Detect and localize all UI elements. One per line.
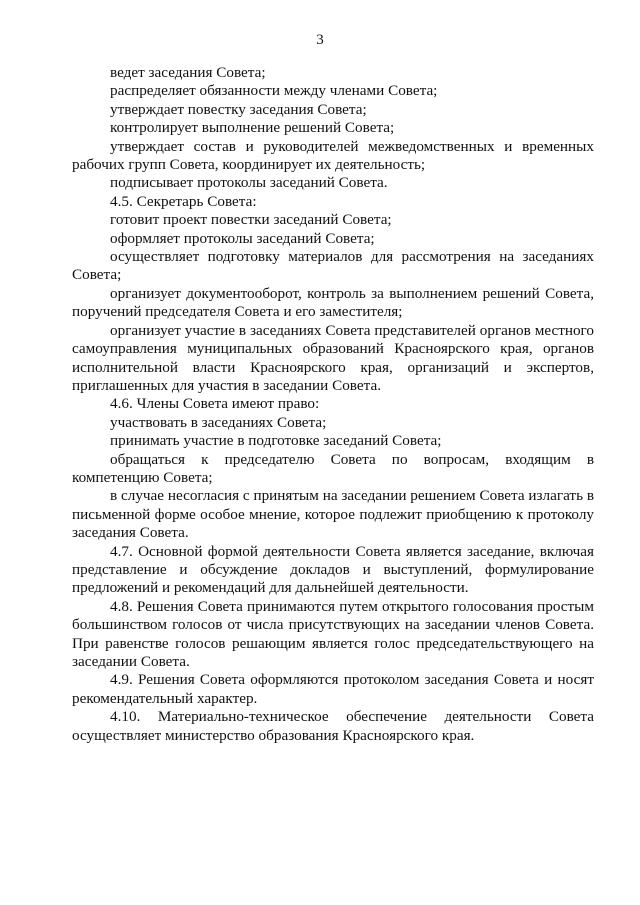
paragraph-10: осуществляет подготовку материалов для рассмотрения на заседаниях Совета; — [72, 248, 594, 284]
paragraph-1: ведет заседания Совета; — [110, 64, 266, 81]
section-4-8: 4.8. Решения Совета принимаются путем открытого голосования простым большинством голосов от числа присутствующих на заседании членов Совета. При равенстве голосов решающим является голос председательствующего на заседании Совета. — [72, 597, 594, 670]
paragraph-2: распределяет обязанности между членами Совета; — [110, 82, 438, 100]
paragraph-5: утверждает состав и руководителей межведомственных и временных рабочих групп Совета, координирует их деятельность; — [72, 137, 594, 174]
paragraph-3: утверждает повестку заседания Совета; — [110, 100, 367, 118]
paragraph-9: оформляет протоколы заседаний Совета; — [110, 229, 375, 247]
paragraph-16: обращаться к председателю Совета по вопросам, входящим в компетенцию Совета; — [72, 450, 594, 486]
paragraph-6: подписывает протоколы заседаний Совета. — [110, 174, 388, 192]
paragraph-8: готовит проект повестки заседаний Совета; — [110, 211, 392, 229]
section-4-6-heading: 4.6. Члены Совета имеют право: — [110, 395, 320, 413]
paragraph-11: организует документооборот, контроль за выполнением решений Совета, поручений председателя Совета и его заместителя; — [72, 284, 594, 321]
section-4-5-heading: 4.5. Секретарь Совета: — [110, 192, 257, 210]
section-4-7: 4.7. Основной формой деятельности Совета является заседание, включая представление и обсуждение докладов и выступлений, формулирование предложений и рекомендаций для дальнейшей деятельности. — [72, 542, 594, 597]
document-body — [72, 64, 594, 745]
paragraph-4: контролирует выполнение решений Совета; — [110, 119, 395, 137]
paragraph-12: организует участие в заседаниях Совета представителей органов местного самоуправления муниципальных образований Красноярского края, органов исполнительной власти Красноярского края, организаций и экспертов, приглашенных для участия в заседании Совета. — [72, 321, 594, 394]
section-4-9: 4.9. Решения Совета оформляются протоколом заседания Совета и носят рекомендательный характер. — [72, 671, 594, 707]
section-4-10: 4.10. Материально-техническое обеспечение деятельности Совета осуществляет министерство образования Красноярского края. — [72, 708, 594, 744]
paragraph-17: в случае несогласия с принятым на заседании решением Совета излагать в письменной форме особое мнение, которое подлежит приобщению к протоколу заседания Совета. — [72, 487, 594, 542]
paragraph-14: участвовать в заседаниях Совета; — [110, 413, 327, 431]
paragraph-15: принимать участие в подготовке заседаний Совета; — [110, 432, 442, 450]
page-number: 3 — [316, 32, 324, 48]
